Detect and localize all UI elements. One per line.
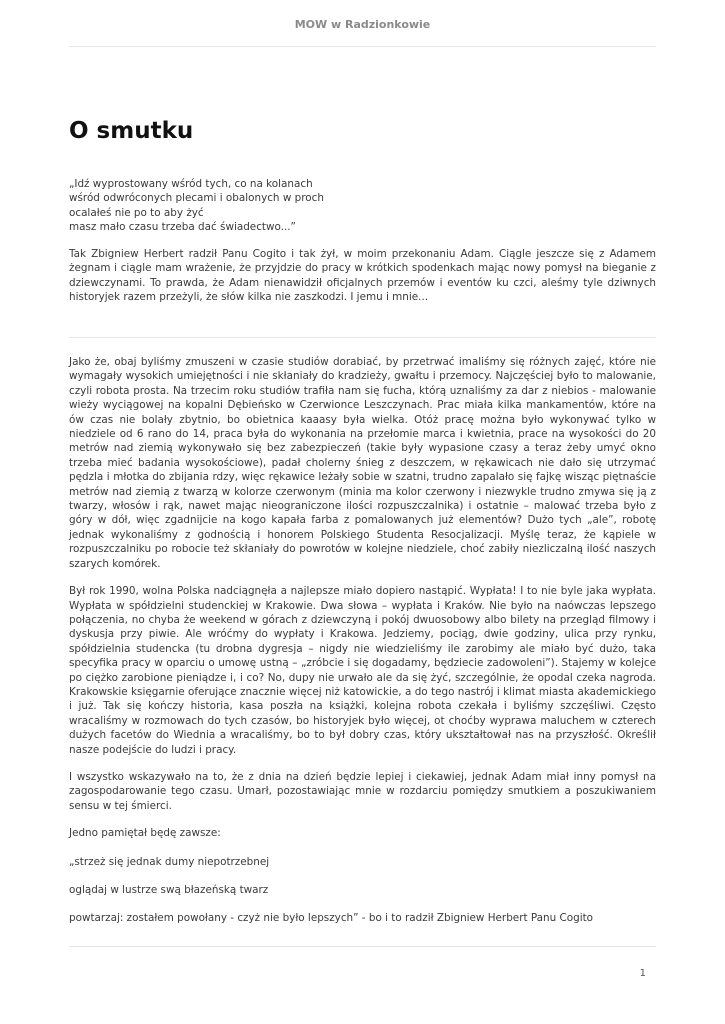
poem-line: masz mało czasu trzeba dać świadectwo...”	[69, 221, 296, 234]
site-title: MOW w Radzionkowie	[294, 18, 431, 31]
header-divider	[69, 46, 656, 47]
intro-paragraph: Tak Zbigniew Herbert radził Panu Cogito i tak żył, w moim przekonaniu Adam. Ciągle jeszcze się z Adamem żegnam i ciągle mam wrażenie, że przyjdzie do pracy w krótkich spodenkach mając nowy pomysł na bieganie z dziewczynami. To prawda, że Adam nienawidził oficjalnych przemów i eventów ku czci, aleśmy tyle dziwnych historyjek razem przeżyli, że słów kilka nie zaszkodzi. I jemu i mnie...	[69, 248, 656, 304]
page-number: 1	[639, 968, 646, 979]
poem-line: ocalałeś nie po to aby żyć	[69, 206, 204, 219]
body-paragraph: oglądaj w lustrze swą błazeńską twarz	[69, 884, 269, 896]
article-body	[69, 355, 656, 939]
body-paragraph: „strzeż się jednak dumy niepotrzebnej	[69, 855, 270, 868]
body-paragraph: powtarzaj: zostałem powołany - czyż nie było lepszych” - bo i to radził Zbigniew Herbert Panu Cogito	[69, 912, 594, 925]
poem-line: „Idź wyprostowany wśród tych, co na kolanach	[69, 178, 313, 190]
intro-block	[69, 247, 656, 318]
page-title: O smutku	[69, 118, 194, 144]
poem-line: wśród odwróconych plecami i obalonych w proch	[69, 192, 324, 205]
body-paragraph: Był rok 1990, wolna Polska nadciągnęła a najlepsze miało dopiero nastąpić. Wypłata! I to nie byle jaka wypłata. Wypłata w spółdzielni studenckiej w Krakowie. Dwa słowa – wypłata i Kraków. Nie było na naówczas lepszego połączenia, no chyba że weekend w górach z dziewczyną i pokój dwuosobowy albo bilety na przegląd filmowy i dyskusja przy piwie. Ale wróćmy do wypłaty i Krakowa. Jedziemy, pociąg, dwie godziny, ulica przy rynku, spółdzielnia studencka (tu drobna dygresja – nigdy nie wiedzieliśmy ile zarobimy ale miało być dużo, taka specyfika pracy w oparciu o umowę ustną – „zróbcie i się dogadamy, będziecie zadowoleni”). Stajemy w kolejce po ciężko zarobione pieniądze i, i co? No, dupy nie urwało ale da się żyć, szczególnie, że opodal czeka nagroda. Krakowskie księgarnie oferujące znacznie więcej niż katowickie, a do tego nastrój i klimat miasta akademickiego i już. Tak się kończy historia, kasa poszła na książki, kolejna robota czekała i byliśmy szczęśliwi. Często wracaliśmy w rozmowach do tych czasów, bo historyjek było więcej, ot choćby wyprawa maluchem w czterech dużych facetów do Wiednia a wracaliśmy, bo to był dobry czas, który ukształtował nas na przyszłość. Określił nasze podejście do ludzi i pracy.	[69, 585, 656, 756]
body-paragraph: I wszystko wskazywało na to, że z dnia na dzień będzie lepiej i ciekawiej, jednak Adam miał inny pomysł na zagospodarowanie tego czasu. Umarł, pozostawiając mnie w rozdarciu pomiędzy smutkiem a poszukiwaniem sensu w tej śmierci.	[69, 770, 656, 812]
poem-quote	[69, 177, 656, 235]
body-paragraph: Jako że, obaj byliśmy zmuszeni w czasie studiów dorabiać, by przetrwać imaliśmy się różnych zajęć, które nie wymagały wysokich umiejętności i nie skłaniały do kradzieży, gwałtu i przemocy. Najczęściej było to malowanie, czyli robota prosta. Na trzecim roku studiów trafiła nam się fucha, którą uznaliśmy za dar z niebios - malowanie wieży wyciągowej na kopalni Dębieńsko w Czerwionce Leszczynach. Prac miała kilka mankamentów, które na ów czas nie bolały zbytnio, bo obietnica kaaasy była wielka. Otóż pracę można było wykonywać tylko w niedziele od 6 rano do 14, praca była do wykonania na przełomie marca i kwietnia, prace na wysokości do 20 metrów nad ziemią wykonywało się bez zabezpieczeń (takie były wypasione czasy a teraz żeby umyć okno trzeba mieć badania wysokościowe), padał cholerny śnieg z deszczem, w rękawicach nie dało się utrzymać pędzla i młotka do zbijania rdzy, więc rękawice leżały sobie w szatni, trudno zapalało się fajkę wisząc piętnaście metrów nad ziemią z twarzą w kolorze czerwonym (minia ma kolor czerwony i niezwykle trudno zmywa się ją z twarzy, włosów i rąk, nawet mając nieograniczone ilości rozpuszczalnika) i ostatnie – malować trzeba było z góry w dół, więc zgadnijcie na kogo kapała farba z pomalowanych już elementów? Dużo tych „ale”, robotę jednak wykonaliśmy z godnością i honorem Polskiego Studenta Resocjalizacji. Myślę teraz, że kąpiele w rozpuszczalniku po robocie też skłaniały do powrotów w kolejne niedziele, choć zabiły niezliczalną ilość naszych szarych komórek.	[69, 356, 656, 570]
body-paragraph: Jedno pamiętał będę zawsze:	[69, 827, 221, 840]
footer-divider	[69, 946, 656, 947]
section-divider	[69, 337, 656, 338]
